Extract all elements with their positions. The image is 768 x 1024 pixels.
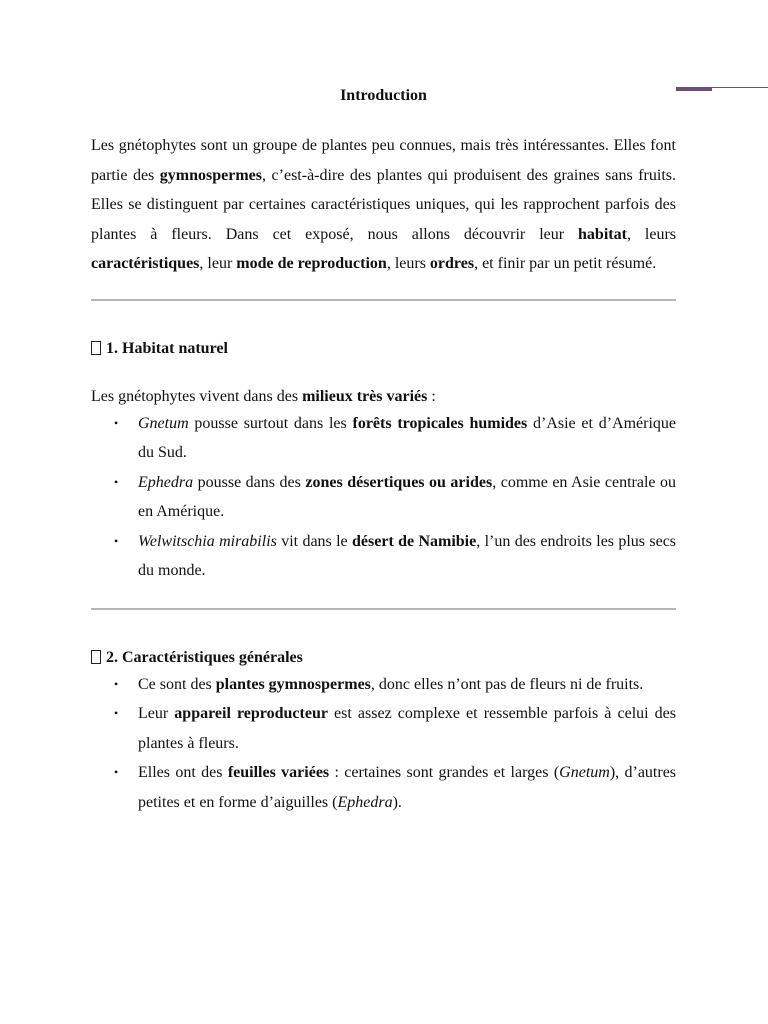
section-1-heading — [91, 337, 676, 361]
intro-text: , leurs — [386, 255, 430, 272]
document-page — [91, 84, 676, 817]
missing-glyph-icon — [91, 650, 101, 664]
list-item — [91, 527, 676, 586]
list-item-bold: forêts tropicales humides — [352, 414, 528, 432]
species-name: Gnetum — [559, 764, 610, 781]
intro-bold-term: ordres — [429, 255, 475, 272]
section-divider — [91, 608, 676, 610]
list-item — [91, 699, 676, 758]
intro-text: , et finir par un petit résumé. — [474, 255, 657, 272]
intro-text: , c’est-à-dire des plantes qui produisent des graines sans fruits. Elles se distinguent par certaines caractéristiques uniques, qui les rapprochent parfois des plantes à fleurs. Dans cet exposé, nous allons découvrir leur — [91, 166, 677, 243]
bullet-icon: • — [114, 765, 119, 779]
list-item-text: vit dans le — [276, 532, 353, 550]
list-item-text: pousse surtout dans les — [188, 414, 353, 432]
list-item-text: est assez complexe et ressemble parfois à celui des plantes à fleurs. — [138, 705, 676, 752]
section-1-heading-text: 1. Habitat naturel — [106, 339, 228, 357]
species-name: Ephedra — [138, 473, 194, 491]
bullet-icon: • — [114, 533, 119, 548]
intro-bold-term: mode de reproduction — [236, 255, 387, 272]
characteristics-list — [91, 670, 676, 818]
section-2-heading — [91, 646, 676, 670]
section-1-lead-text: Les gnétophytes vivent dans des — [91, 387, 303, 405]
bullet-icon: • — [114, 474, 119, 489]
list-item-text: ), d’autres petites et en forme d’aiguilles ( — [138, 764, 677, 811]
list-item-bold: plantes gymnospermes — [215, 675, 371, 693]
section-1-lead-end: : — [427, 387, 436, 405]
bullet-icon: • — [114, 676, 119, 691]
section-2-heading-text: 2. Caractéristiques générales — [106, 648, 303, 666]
list-item-bold: zones désertiques ou arides — [305, 473, 493, 491]
section-divider — [91, 299, 676, 301]
intro-paragraph — [91, 131, 676, 279]
missing-glyph-icon — [91, 341, 101, 355]
list-item-text: pousse dans des — [193, 473, 306, 491]
document-title: Introduction — [340, 87, 427, 104]
bullet-icon: • — [114, 706, 119, 720]
list-item-bold: feuilles variées — [227, 764, 330, 781]
list-item-bold: désert de Namibie — [352, 532, 477, 550]
list-item-bold: appareil reproducteur — [174, 705, 328, 722]
species-name: Welwitschia mirabilis — [138, 532, 277, 550]
list-item-text: ). — [392, 793, 402, 811]
intro-text: Les gnétophytes sont un groupe de plantes peu connues, mais très intéressantes. Elles font partie des — [91, 137, 676, 184]
habitat-list — [91, 409, 676, 586]
list-item-text: d’Asie et d’Amérique du Sud. — [138, 414, 676, 461]
section-1-lead-bold: milieux très variés — [302, 387, 428, 405]
list-item — [91, 758, 676, 817]
intro-bold-term: caractéristiques — [91, 255, 200, 272]
list-item-text: : certaines sont grandes et larges ( — [329, 764, 560, 781]
list-item — [91, 409, 676, 468]
section-1-lead — [91, 385, 676, 409]
list-item-text: , l’un des endroits les plus secs du monde. — [138, 532, 677, 579]
list-item-text: , comme en Asie centrale ou en Amérique. — [138, 473, 677, 520]
header-accent-thin — [712, 87, 768, 88]
header-accent-thick — [676, 87, 712, 91]
intro-text: , leurs — [626, 225, 676, 243]
list-item-text: Ce sont des — [138, 675, 216, 693]
intro-bold-term: habitat — [578, 225, 627, 243]
list-item-text: Leur — [138, 705, 175, 722]
species-name: Ephedra — [337, 793, 393, 811]
intro-bold-term: gymnospermes — [159, 166, 263, 184]
list-item-text: Elles ont des — [138, 764, 228, 781]
list-item — [91, 468, 676, 527]
bullet-icon: • — [114, 415, 119, 430]
header-accent-line — [676, 86, 768, 91]
list-item-text: , donc elles n’ont pas de fleurs ni de fruits. — [370, 675, 644, 693]
species-name: Gnetum — [138, 414, 189, 432]
intro-text: , leur — [199, 255, 237, 272]
list-item — [91, 670, 676, 700]
